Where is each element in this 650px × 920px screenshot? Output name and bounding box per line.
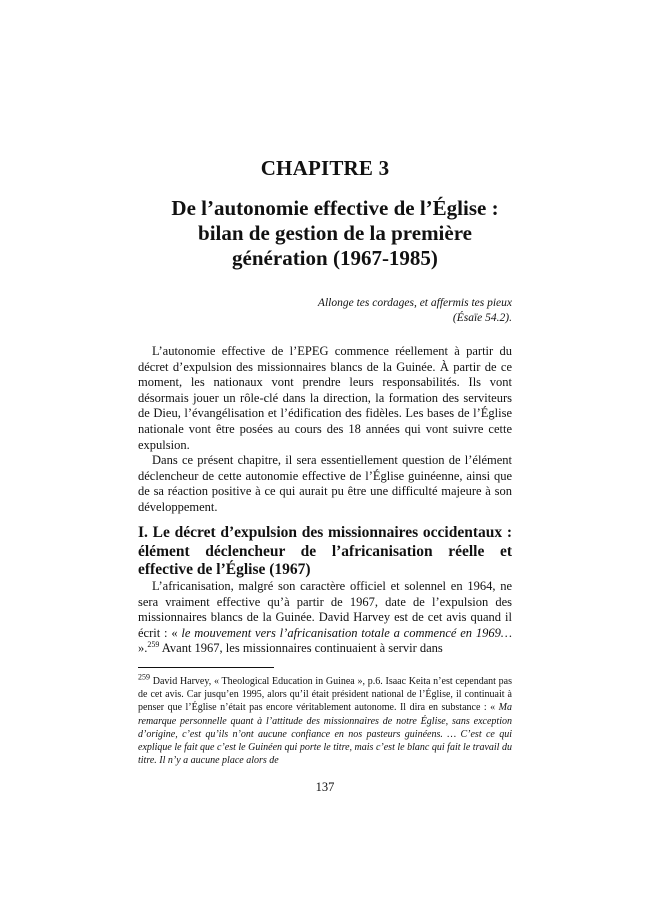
footnote-number: 259 [138,672,150,682]
paragraph-text [138,579,512,657]
epigraph [318,296,512,326]
epigraph-line-2: (Ésaïe 54.2). [452,312,512,324]
harvey-quote: le mouvement vers l’africanisation totale a commencé en 1969… [181,625,512,640]
paragraph-segment: L’africanisation, malgré son caractère officiel et solennel en 1964, ne sera vraiment effective qu’à partir de 1967, date de l’expulsion des missionnaires blancs de la Guinée. David Harvey est de cet avis quand il écrit : « [138,579,512,640]
footnote-text [138,672,512,767]
chapter-title [140,196,530,271]
paragraph-segment: ». [138,641,148,656]
paragraph-segment: Avant 1967, les missionnaires continuaient à servir dans [159,641,443,656]
paragraph-text: L’autonomie effective de l’EPEG commence réellement à partir du décret d’expulsion des missionnaires blancs de la Guinée. À partir de ce moment, les nationaux vont prendre leurs responsabilités. Ils vont désormais jouer un rôle-clé dans la direction, la formation des serviteurs de Dieu, l’évangélisation et l’édification des fidèles. Les bases de l’Église nationale vont être posées au cours des 18 années qui vont suivre cette expulsion. [138,344,512,452]
section-paragraph [138,579,512,657]
section-heading: I. Le décret d’expulsion des missionnaires occidentaux : élément déclencheur de l’africanisation réelle et effective de l’Église (1967) [138,524,512,578]
paragraph-text: Dans ce présent chapitre, il sera essentiellement question de l’élément déclencheur de cette autonomie effective de l’Église guinéenne, ainsi que de sa réaction positive à ce qui aurait pu être une difficulté majeure à son développement. [138,453,512,514]
intro-paragraph-1 [138,344,512,453]
intro-paragraph-2 [138,453,512,515]
chapter-label: CHAPITRE 3 [260,156,390,180]
footnote-divider [138,667,274,668]
chapter-title-line-2: bilan de gestion de la première [198,221,472,245]
chapter-title-line-3: génération (1967-1985) [232,246,438,270]
footnote-italic-quote: Ma remarque personnelle quant à l’attitude des missionnaires de notre Église, sans exception d’origine, c’est qu’ils n’ont aucune confiance en nos pasteurs guinéens. … C’est ce qui explique le fait que c’est le Guinéen qui porte le titre, mais c’est le blanc qui fait le travail du titre. Il n’y a aucune place alors de [138,702,512,767]
page-number: 137 [315,780,335,794]
chapter-title-line-1: De l’autonomie effective de l’Église : [171,196,499,220]
epigraph-line-1: Allonge tes cordages, et affermis tes pieux [317,297,512,309]
footnote-reference: 259 [147,640,160,650]
footnote-plain-text: David Harvey, « Theological Education in Guinea », p.6. Isaac Keita n’est cependant pas de cet avis. Car jusqu’en 1995, alors qu’il était président national de l’Église, il continuait à penser que l’Église n’était pas encore véritablement autonome. Il dira en substance : « [138,676,512,714]
footnote-259 [138,672,512,767]
